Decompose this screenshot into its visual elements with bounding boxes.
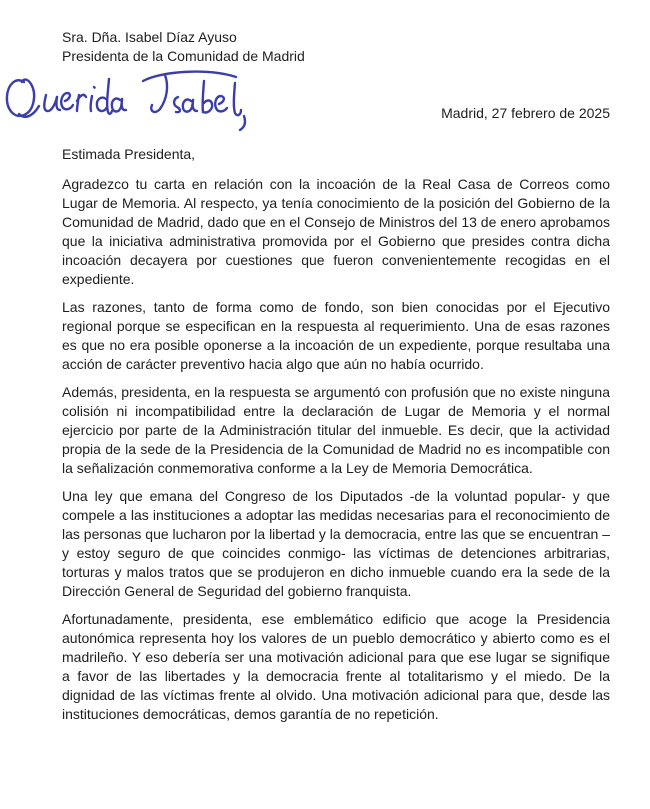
dateline: Madrid, 27 febrero de 2025 — [441, 105, 610, 121]
letter-paragraph-5: Afortunadamente, presidenta, ese emblemático edificio que acoge la Presidencia autonómica representa hoy los valores de un pueblo democrático y abierto como es el madrileño. Y eso debería ser una motivación adicional para que ese lugar se signifique a favor de las libertades y la democracia frente al totalitarismo y el miedo. De la dignidad de las víctimas frente al olvido. Una motivación adicional para que, desde las instituciones democráticas, demos garantía de no repetición. — [62, 611, 610, 722]
salutation: Estimada Presidenta, — [62, 146, 196, 162]
recipient-name: Sra. Dña. Isabel Díaz Ayuso — [62, 29, 237, 45]
recipient-block — [62, 28, 610, 66]
letter-paragraph-4: Una ley que emana del Congreso de los Diputados -de la voluntad popular- y que compele a las instituciones a adoptar las medidas necesarias para el reconocimiento de las personas que lucharon por la libertad y la democracia, entre las que se encuentran – y estoy seguro de que coincides conmigo- las víctimas de detenciones arbitrarias, torturas y malos tratos que se produjeron en dicho inmueble cuando era la sede de la Dirección General de Seguridad del gobierno franquista. — [62, 488, 610, 599]
handwritten-greeting — [3, 66, 258, 136]
letter-paragraph-2: Las razones, tanto de forma como de fondo, son bien conocidas por el Ejecutivo regional porque se especifican en la respuesta al requerimiento. Una de esas razones es que no era posible oponerse a la incoación de un expediente, porque resultaba una acción de carácter preventivo hacia algo que aún no había ocurrido. — [62, 299, 610, 372]
letter-paragraph-1: Agradezco tu carta en relación con la incoación de la Real Casa de Correos como Lugar de Memoria. Al respecto, ya tenía conocimiento de la posición del Gobierno de la Comunidad de Madrid, dado que en el Consejo de Ministros del 13 de enero aprobamos que la iniciativa administrativa promovida por el Gobierno que presides contra dicha incoación decayera por cuestiones que fueron convenientemente recogidas en el expediente. — [62, 176, 610, 287]
recipient-title: Presidenta de la Comunidad de Madrid — [62, 48, 305, 64]
letter-paragraph-3: Además, presidenta, en la respuesta se argumentó con profusión que no existe ninguna colisión ni incompatibilidad entre la declaración de Lugar de Memoria y el normal ejercicio por parte de la Administración titular del inmueble. Es decir, que la actividad propia de la sede de la Presidencia de la Comunidad de Madrid no es incompatible con la señalización conmemorativa conforme a la Ley de Memoria Democrática. — [62, 384, 610, 476]
